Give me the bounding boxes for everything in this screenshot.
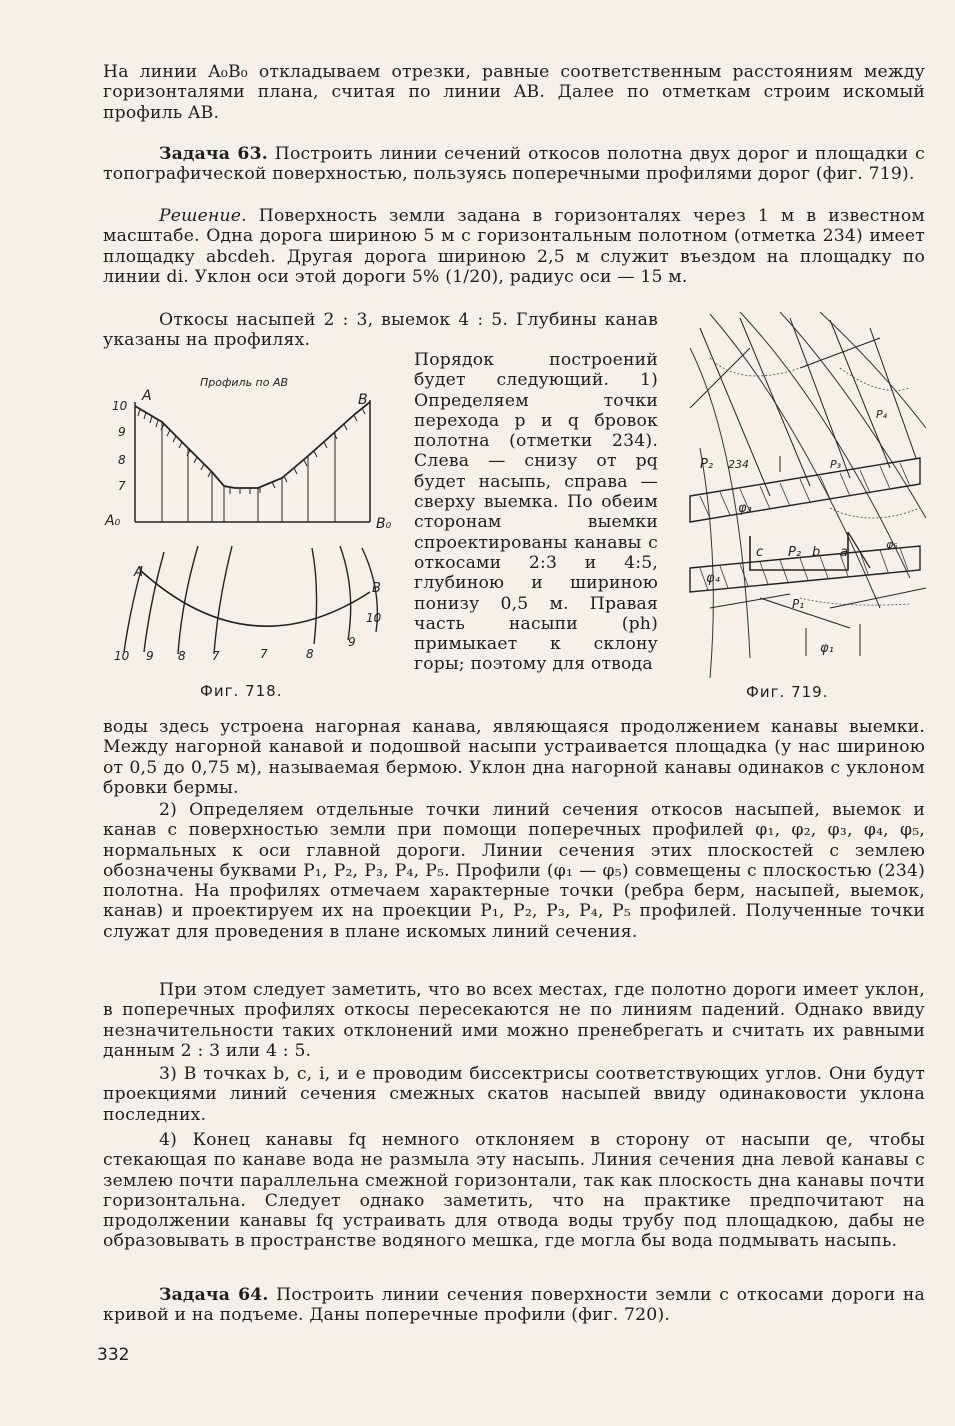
label-P4: P₄: [876, 408, 888, 421]
paragraph-note: При этом следует заметить, что во всех местах, где полотно дороги имеет уклон, в поперечных профилях откосы пересекаются не по линиям падений. Однако ввиду незначительности таких отклонений ими можно пренебрегать и считать их равными данным 2 : 3 или 4 : 5.: [103, 980, 925, 1061]
plan-label-10a: 10: [114, 649, 130, 663]
label-c: c: [756, 545, 764, 560]
paragraph-solution: [103, 206, 925, 287]
task-64-heading: Задача 64.: [159, 1285, 269, 1305]
label-B0: B₀: [376, 516, 392, 532]
label-A: A: [142, 388, 152, 404]
paragraph-step-4: 4) Конец канавы fq немного отклоняем в сторону от насыпи qe, чтобы стекающая по канаве вода не размыла эту насыпь. Линия сечения дна левой канавы с землею почти параллельна смежной горизонтали, так как плоскость дна канавы почти горизонтальна. Следует однако заметить, что на практике предпочитают на продолжении канавы fq устраивать для отвода воды трубу под площадкою, дабы не образовывать в пространстве водяного мешка, где могла бы вода подмывать насыпь.: [103, 1130, 925, 1252]
page-number: 332: [97, 1345, 130, 1365]
figure-719-caption: Фиг. 719.: [746, 683, 829, 701]
label-234: 234: [728, 458, 749, 471]
paragraph-intro: На линии A₀B₀ откладываем отрезки, равные соответственным расстояниям между горизонталями плана, считая по линии AB. Далее по отметкам строим искомый профиль AB.: [103, 62, 925, 123]
figure-718-caption: Фиг. 718.: [200, 682, 283, 700]
paragraph-order-column: Порядок построений будет следующий. 1) Определяем точки перехода p и q бровок полотна (отметки 234). Слева — снизу от pq будет насыпь, справа — сверху выемка. По обеим сторонам выемки спроектированы канавы с откосами 2:3 и 4:5, глубиною и шириною понизу 0,5 м. Правая часть насыпи (ph) примыкает к склону горы; поэтому для отвода: [414, 350, 658, 675]
figure-719: [680, 308, 930, 680]
plan-label-A: A: [134, 565, 143, 580]
paragraph-task-63: [103, 144, 925, 185]
plan-label-8a: 8: [178, 649, 186, 663]
label-y7: 7: [118, 479, 126, 493]
label-y10: 10: [112, 399, 128, 413]
solution-text: Поверхность земли задана в горизонталях через 1 м в известном масштабе. Одна дорога шириною 5 м с горизонтальным полотном (отметка 234) имеет площадку abcdeh. Другая дорога шириною 2,5 м служит въездом на площадку по линии di. Уклон оси этой дороги 5% (1/20), радиус оси — 15 м.: [103, 206, 925, 287]
label-phi5: φ₅: [886, 538, 898, 551]
solution-heading: Решение.: [159, 206, 247, 226]
paragraph-task-64: [103, 1285, 925, 1326]
plan-label-10b: 10: [366, 611, 382, 625]
paragraph-step-3: 3) В точках b, c, i, и e проводим биссектрисы соответствующих углов. Они будут проекциями линий сечения смежных скатов насыпей ввиду одинаковости уклона последних.: [103, 1064, 925, 1125]
task-63-heading: Задача 63.: [159, 144, 268, 164]
label-B: B: [358, 392, 368, 408]
label-P3: P₃: [830, 458, 842, 471]
label-P1: P₁: [792, 597, 805, 611]
label-phi4: φ₄: [706, 571, 720, 586]
task-64-text: Построить линии сечения поверхности земли с откосами дороги на кривой и на подъеме. Даны поперечные профили (фиг. 720).: [103, 1285, 925, 1326]
label-phi1: φ₁: [820, 641, 834, 656]
label-a: a: [840, 545, 848, 560]
label-y9: 9: [118, 425, 126, 439]
plan-label-9b: 9: [348, 635, 356, 649]
label-P2: P₂: [700, 457, 714, 472]
plan-label-7b: 7: [260, 647, 268, 661]
profile-title: Профиль по AB: [200, 376, 289, 389]
plan-label-8b: 8: [306, 647, 314, 661]
label-P2-b: P₂: [788, 545, 802, 560]
label-y8: 8: [118, 453, 126, 467]
label-b: b: [812, 545, 821, 560]
paragraph-step-2: 2) Определяем отдельные точки линий сечения откосов насыпей, выемок и канав с поверхностью земли при помощи поперечных профилей φ₁, φ₂, φ₃, φ₄, φ₅, нормальных к оси главной дороги. Линии сечения этих плоскостей с землею обозначены буквами P₁, P₂, P₃, P₄, P₅. Профили (φ₁ — φ₅) совмещены с плоскостью (234) полотна. На профилях отмечаем характерные точки (ребра берм, насыпей, выемок, канав) и проектируем их на проекции P₁, P₂, P₃, P₄, P₅ профилей. Полученные точки служат для проведения в плане искомых линий сечения.: [103, 800, 925, 942]
paragraph-slopes: Откосы насыпей 2 : 3, выемок 4 : 5. Глубины канав указаны на профилях.: [103, 310, 658, 351]
label-phi3: φ₃: [738, 501, 752, 516]
figure-718: [100, 370, 410, 690]
label-A0: A₀: [105, 513, 121, 529]
task-63-text: Построить линии сечений откосов полотна двух дорог и площадки с топографической поверхностью, пользуясь поперечными профилями дорог (фиг. 719).: [103, 144, 925, 185]
plan-label-9a: 9: [146, 649, 154, 663]
plan-label-7a: 7: [212, 649, 220, 663]
plan-label-B: B: [372, 581, 381, 596]
paragraph-order-continued: воды здесь устроена нагорная канава, являющаяся продолжением канавы выемки. Между нагорной канавой и подошвой насыпи устраивается площадка (у нас шириною от 0,5 до 0,75 м), называемая бермою. Уклон дна нагорной канавы одинаков с уклоном бровки бермы.: [103, 717, 925, 798]
